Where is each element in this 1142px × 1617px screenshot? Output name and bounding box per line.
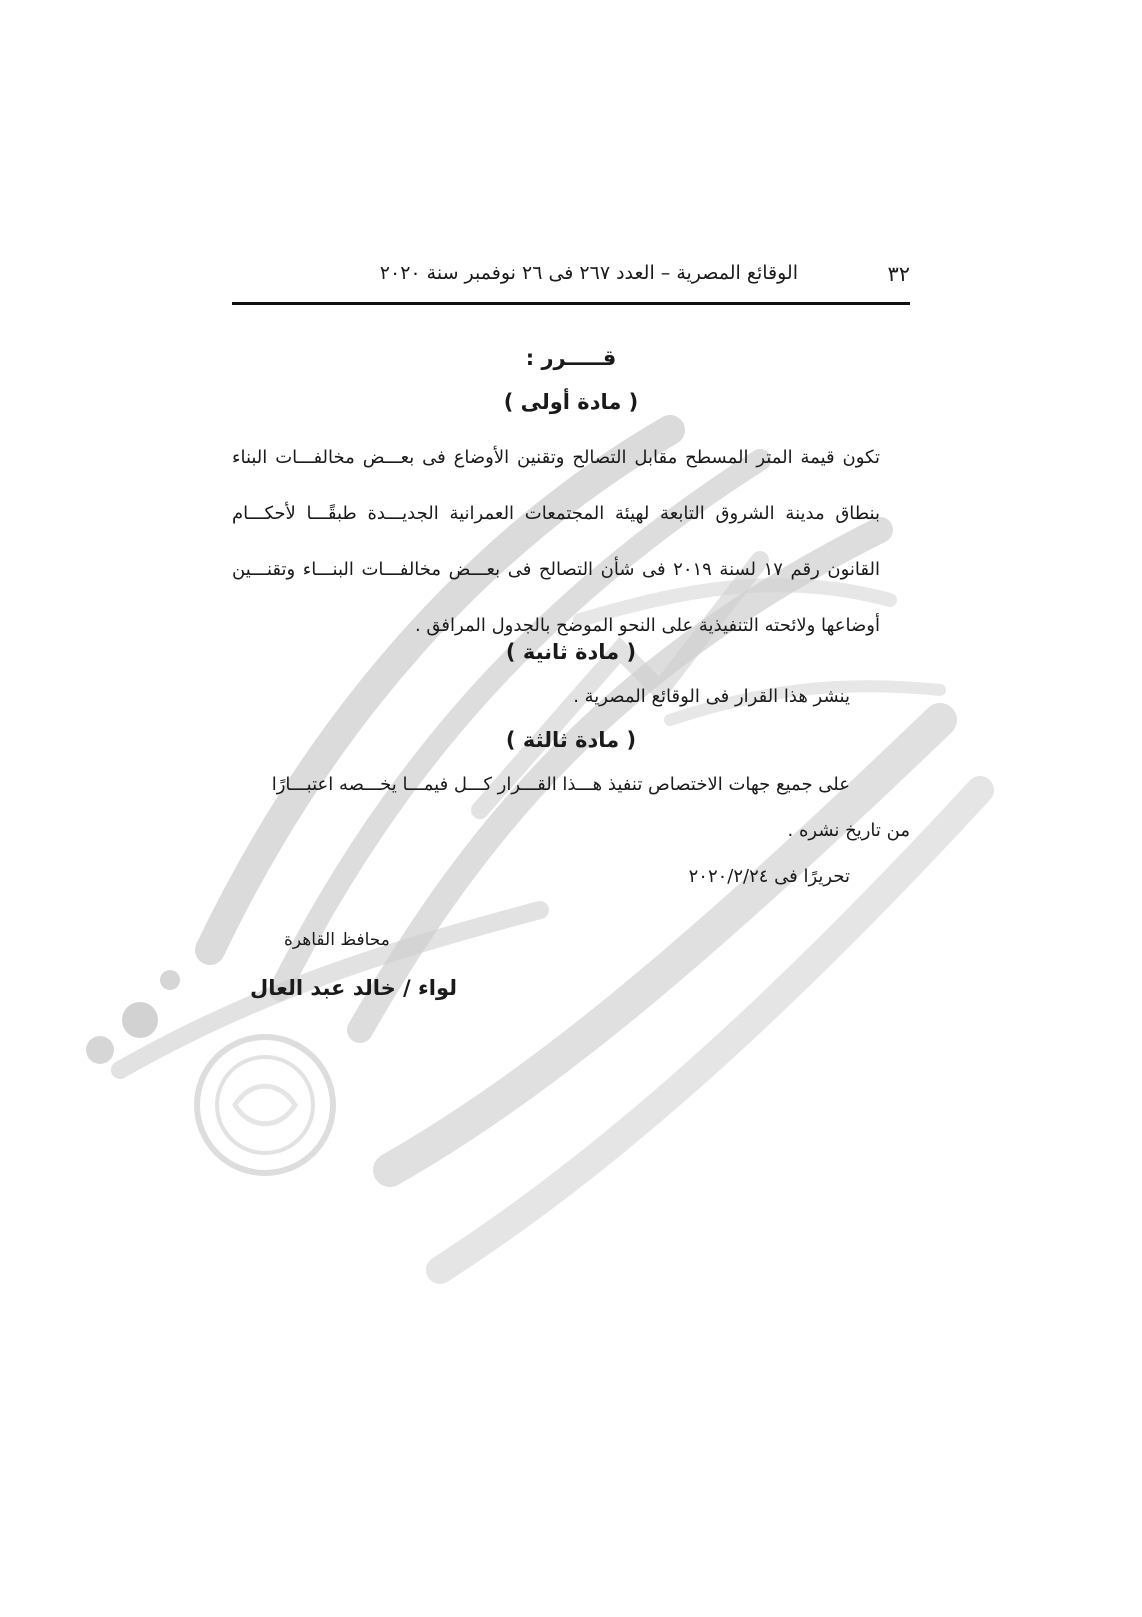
- gazette-title: الوقائع المصرية – العدد ٢٦٧ فى ٢٦ نوفمبر سنة ٢٠٢٠: [379, 262, 798, 284]
- article-3-text-line-2: من تاريخ نشره .: [787, 820, 910, 841]
- article-1-heading: ( مادة أولى ): [503, 390, 639, 414]
- article-3-heading: ( مادة ثالثة ): [505, 728, 637, 752]
- decision-label: قـــــرر :: [525, 346, 617, 370]
- page-number: ٣٢: [887, 262, 910, 286]
- signatory-title: محافظ القاهرة: [284, 930, 390, 950]
- article-2-text: ينشر هذا القرار فى الوقائع المصرية .: [573, 686, 850, 707]
- article-3-text-line-1: على جميع جهات الاختصاص تنفيذ هـــذا القـــرار كـــل فيمـــا يخـــصه اعتبـــارًا: [271, 774, 850, 795]
- page-header: [232, 258, 910, 298]
- signatory-name: لواء / خالد عبد العال: [250, 976, 458, 1000]
- issue-date: تحريرًا فى ٢٠٢٠/٢/٢٤: [688, 866, 850, 887]
- article-2-heading: ( مادة ثانية ): [505, 640, 637, 664]
- article-1-text: تكون قيمة المتر المسطح مقابل التصالح وتقنين الأوضاع فى بعـــض مخالفـــات البناء بنطاق مدينة الشروق التابعة لهيئة المجتمعات العمرانية الجديـــدة طبقًـــا لأحكـــام القانون رقم ١٧ لسنة ٢٠١٩ فى شأن التصالح فى بعـــض مخالفـــات البنـــاء وتقنـــين أوضاعها ولائحته التنفيذية على النحو الموضح بالجدول المرافق .: [232, 447, 880, 636]
- header-divider: [232, 302, 910, 305]
